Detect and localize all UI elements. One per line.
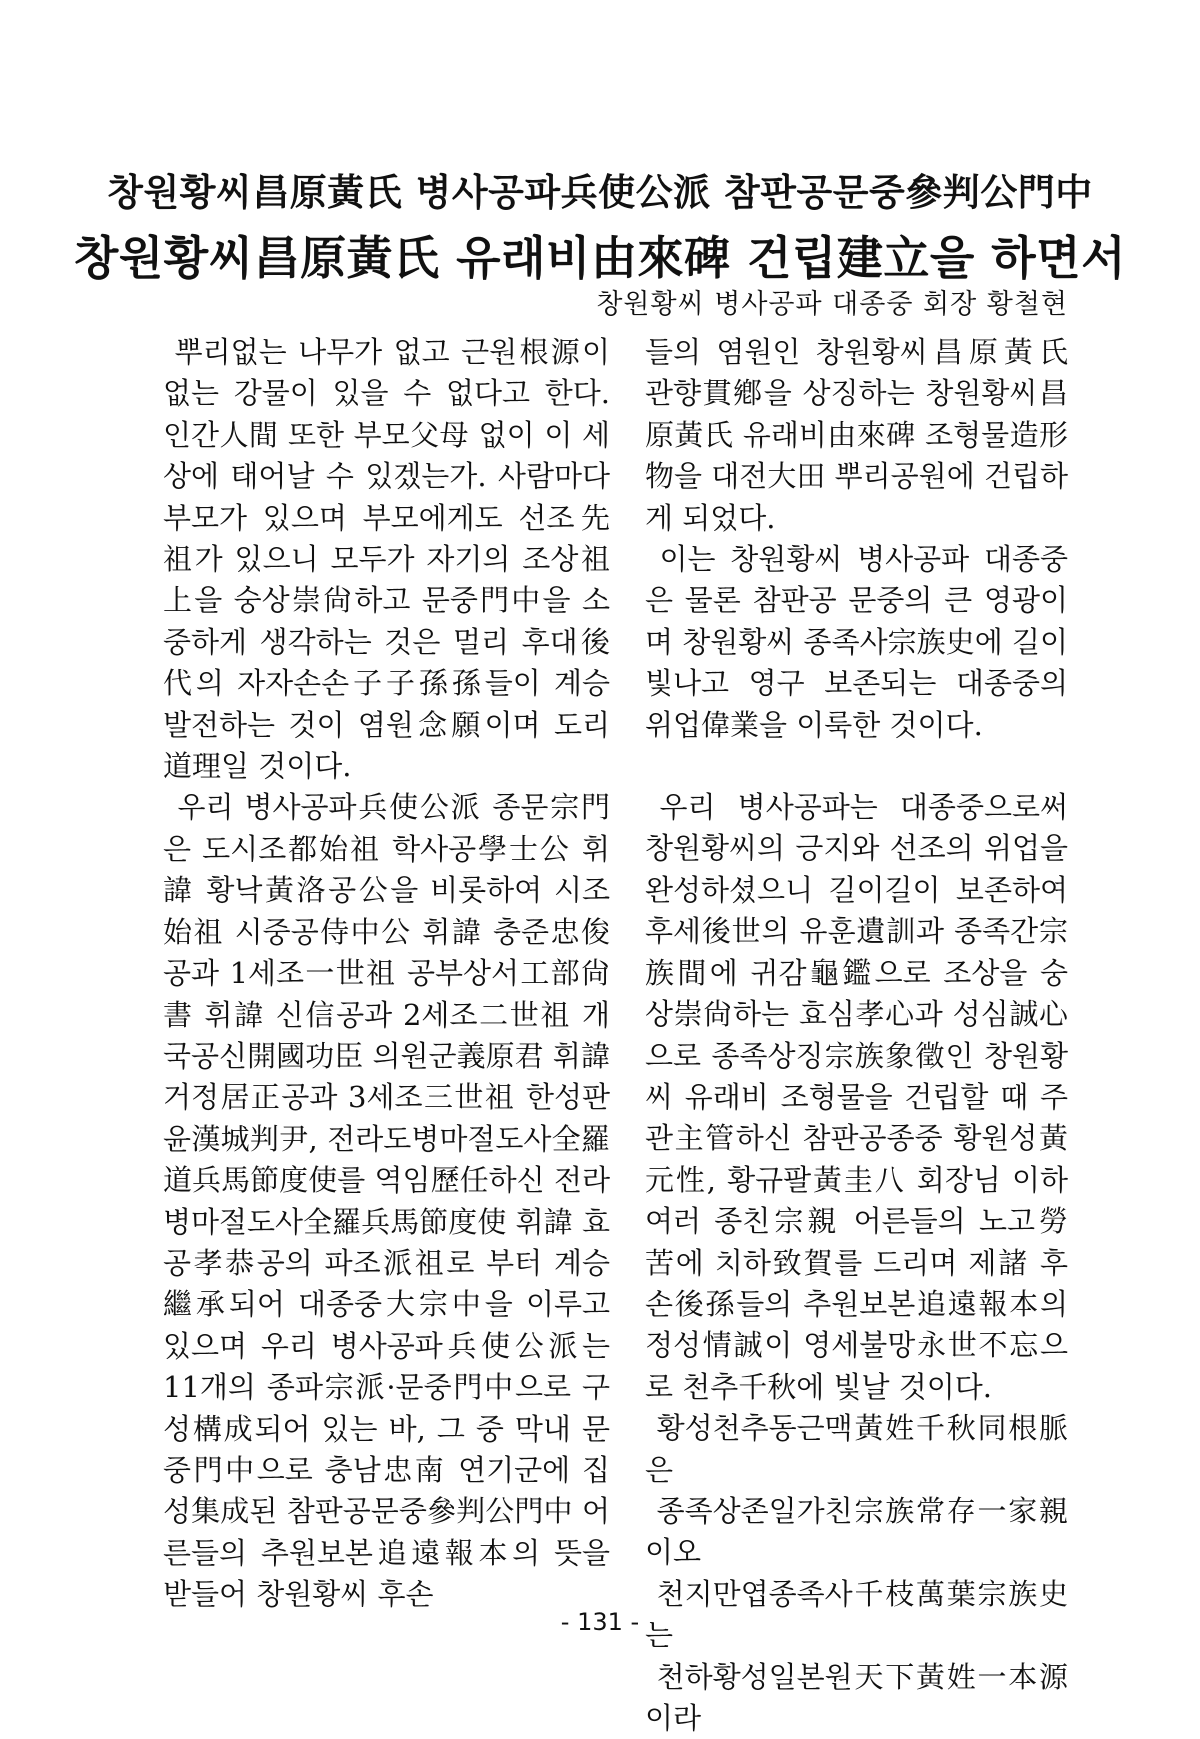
verse-line-4: 천하황성일본원天下黃姓一本源이라 — [645, 1659, 1068, 1735]
right-column — [645, 332, 1068, 1739]
right-paragraph-3: 우리 병사공파는 대종중으로써 창원황씨의 긍지와 선조의 위업을 완성하셨으니 길이길이 보존하여 후세後世의 유훈遺訓과 종족간宗族間에 귀감龜鑑으로 조상을 숭상崇尙하는 효심孝心과 성심誠心으로 종족상징宗族象徵인 창원황씨 유래비 조형물을 건립할 때 주관主管하신 참판공종중 황원성黃元性, 황규팔黃圭八 회장님 이하 여러 종친宗親 어른들의 노고勞苦에 치하致賀를 드리며 제諸 후손後孫들의 추원보본追遠報本의 정성情誠이 영세불망永世不忘으로 천추千秋에 빛날 것이다. — [645, 790, 1068, 1404]
title-line-2: 창원황씨昌原黃氏 유래비由來碑 건립建立을 하면서 — [73, 231, 1127, 285]
left-column — [163, 332, 610, 1616]
left-paragraph-1: 뿌리없는 나무가 없고 근원根源이 없는 강물이 있을 수 없다고 한다. 인간人間 또한 부모父母 없이 이 세상에 태어날 수 있겠는가. 사람마다 부모가 있으며 부모에게도 선조先祖가 있으니 모두가 자기의 조상祖上을 숭상崇尙하고 문중門中을 소중하게 생각하는 것은 멀리 후대後代의 자자손손子子孫孫들이 계승 발전하는 것이 염원念願이며 도리道理일 것이다. — [163, 335, 610, 784]
verse-line-1: 황성천추동근맥黃姓千秋同根脈은 — [645, 1411, 1068, 1487]
title-line-1: 창원황씨昌原黃氏 병사공파兵使公派 참판공문중參判公門中 — [107, 171, 1093, 214]
page-number: - 131 - — [560, 1608, 640, 1636]
left-paragraph-2: 우리 병사공파兵使公派 종문宗門은 도시조都始祖 학사공學士公 휘諱 황낙黃洛공公을 비롯하여 시조始祖 시중공侍中公 휘諱 충준忠俊공과 1세조一世祖 공부상서工部尙書 휘諱 신信공과 2세조二世祖 개국공신開國功臣 의원군義原君 휘諱 거정居正공과 3세조三世祖 한성판윤漢城判尹, 전라도병마절도사全羅道兵馬節度使를 역임歷任하신 전라병마절도사全羅兵馬節度使 휘諱 효공孝恭공의 파조派祖로 부터 계승繼承되어 대종중大宗中을 이루고 있으며 우리 병사공파兵使公派는 11개의 종파宗派·문중門中으로 구성構成되어 있는 바, 그 중 막내 문중門中으로 충남忠南 연기군에 집성集成된 참판공문중參判公門中 어른들의 추원보본追遠報本의 뜻을 받들어 창원황씨 후손 — [163, 790, 610, 1612]
paragraph-gap — [645, 746, 1068, 787]
right-paragraph-2: 이는 창원황씨 병사공파 대종중은 물론 참판공 문중의 큰 영광이며 창원황씨 종족사宗族史에 길이 빛나고 영구 보존되는 대종중의 위업偉業을 이룩한 것이다. — [645, 542, 1068, 742]
verse-line-2: 종족상존일가친宗族常存一家親이오 — [645, 1493, 1068, 1570]
right-paragraph-1: 들의 염원인 창원황씨昌原黃氏 관향貫鄕을 상징하는 창원황씨昌原黃氏 유래비由來碑 조형물造形物을 대전大田 뿌리공원에 건립하게 되었다. — [645, 335, 1068, 535]
verse-line-3: 천지만엽종족사千枝萬葉宗族史는 — [645, 1576, 1068, 1653]
author-byline: 창원황씨 병사공파 대종중 회장 황철현 — [596, 289, 1068, 320]
